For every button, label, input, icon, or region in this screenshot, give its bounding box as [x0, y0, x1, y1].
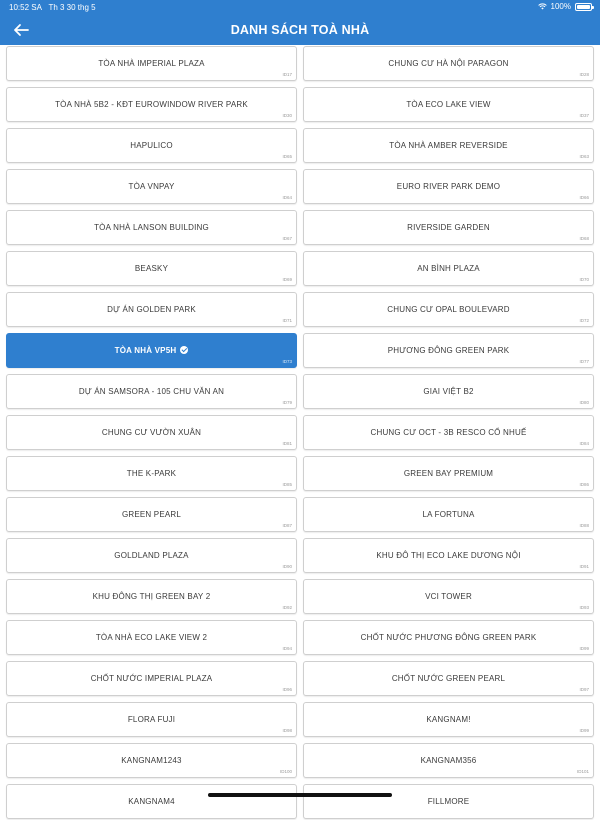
building-name — [308, 539, 589, 574]
building-card[interactable] — [303, 497, 594, 532]
building-id: ID73 — [282, 359, 292, 364]
building-name-text: CHUNG CƯ VƯỜN XUÂN — [101, 428, 202, 437]
building-id: ID72 — [579, 318, 589, 323]
building-name — [308, 334, 589, 369]
building-name-text: BEASKY — [134, 264, 169, 273]
building-card[interactable] — [303, 702, 594, 737]
wifi-icon — [538, 3, 547, 10]
building-name-text: KANGNAM1243 — [121, 756, 182, 765]
building-id: ID86 — [579, 482, 589, 487]
building-card[interactable] — [6, 128, 297, 163]
building-name-text: CHUNG CƯ HÀ NỘI PARAGON — [388, 59, 509, 68]
building-name-text: TÒA VNPAY — [128, 182, 175, 191]
building-card[interactable] — [303, 743, 594, 778]
building-name-text: GREEN BAY PREMIUM — [403, 469, 494, 478]
building-card[interactable] — [6, 661, 297, 696]
building-name-text: VCI TOWER — [425, 592, 472, 601]
building-name — [308, 703, 589, 738]
building-id: ID71 — [282, 318, 292, 323]
building-id: ID97 — [579, 687, 589, 692]
building-name — [11, 88, 292, 123]
building-card[interactable] — [303, 292, 594, 327]
building-name-text: CHUNG CƯ OCT - 3B RESCO CỔ NHUẾ — [370, 428, 527, 437]
building-id: ID101 — [576, 769, 589, 774]
building-card[interactable] — [303, 661, 594, 696]
building-name — [11, 703, 292, 738]
check-circle-icon — [180, 346, 188, 354]
battery-percent: 100% — [550, 2, 571, 11]
building-id: ID80 — [579, 400, 589, 405]
building-card[interactable] — [6, 743, 297, 778]
page-title: DANH SÁCH TOÀ NHÀ — [230, 23, 370, 37]
building-name — [308, 785, 589, 820]
building-name-text: FILLMORE — [427, 797, 470, 806]
building-name — [308, 293, 589, 328]
building-card[interactable] — [6, 169, 297, 204]
building-name — [308, 621, 589, 656]
building-name-text: RIVERSIDE GARDEN — [407, 223, 490, 232]
status-date: Th 3 30 thg 5 — [48, 3, 96, 12]
building-id: ID30 — [282, 113, 292, 118]
building-name-text: GOLDLAND PLAZA — [114, 551, 189, 560]
status-bar — [0, 0, 600, 14]
building-name — [11, 416, 292, 451]
building-card[interactable] — [303, 210, 594, 245]
building-id: ID87 — [282, 523, 292, 528]
building-card[interactable] — [6, 251, 297, 286]
building-name — [308, 498, 589, 533]
building-card[interactable] — [6, 374, 297, 409]
building-name — [11, 744, 292, 779]
building-card[interactable] — [303, 169, 594, 204]
building-name-text: DỰ ÁN GOLDEN PARK — [107, 305, 196, 314]
building-name — [11, 129, 292, 164]
building-name-text: TÒA NHÀ ECO LAKE VIEW 2 — [95, 633, 208, 642]
building-card[interactable] — [6, 456, 297, 491]
building-card[interactable] — [6, 497, 297, 532]
building-name-text: TÒA NHÀ AMBER REVERSIDE — [389, 141, 508, 150]
building-card[interactable] — [6, 579, 297, 614]
building-name-text: KHU ĐÔ THỊ ECO LAKE DƯƠNG NỘI — [376, 551, 521, 560]
building-card[interactable] — [303, 538, 594, 573]
building-id: ID65 — [282, 154, 292, 159]
building-name — [308, 662, 589, 697]
building-card[interactable] — [6, 87, 297, 122]
building-id: ID92 — [282, 605, 292, 610]
building-card[interactable] — [303, 128, 594, 163]
building-id: ID66 — [579, 195, 589, 200]
building-card[interactable] — [303, 87, 594, 122]
building-name-text: CHUNG CƯ OPAL BOULEVARD — [387, 305, 510, 314]
building-id: ID79 — [282, 400, 292, 405]
building-card[interactable] — [303, 620, 594, 655]
building-card[interactable] — [303, 46, 594, 81]
building-name-text: THE K-PARK — [126, 469, 177, 478]
building-card-selected[interactable] — [6, 333, 297, 368]
building-id: ID85 — [282, 482, 292, 487]
building-card[interactable] — [303, 579, 594, 614]
building-card[interactable] — [303, 784, 594, 819]
building-id: ID99 — [579, 728, 589, 733]
building-id: ID68 — [579, 236, 589, 241]
building-name — [308, 416, 589, 451]
building-name-text: GREEN PEARL — [121, 510, 182, 519]
building-name-text: TÒA NHÀ 5B2 - KĐT EUROWINDOW RIVER PARK — [55, 100, 248, 109]
building-id: ID94 — [282, 646, 292, 651]
building-card[interactable] — [6, 210, 297, 245]
building-name-text: LA FORTUNA — [422, 510, 475, 519]
building-card[interactable] — [6, 415, 297, 450]
building-name — [11, 252, 292, 287]
building-name-text: TÒA NHÀ IMPERIAL PLAZA — [98, 59, 205, 68]
building-name — [308, 375, 589, 410]
building-id: ID84 — [579, 441, 589, 446]
home-indicator — [208, 793, 392, 797]
battery-icon — [575, 3, 592, 11]
building-name — [11, 47, 292, 82]
building-id: ID63 — [579, 154, 589, 159]
building-id: ID67 — [282, 236, 292, 241]
building-name-text: CHỐT NƯỚC IMPERIAL PLAZA — [90, 674, 213, 683]
status-time — [9, 3, 96, 12]
building-card[interactable] — [6, 702, 297, 737]
building-id: ID17 — [282, 72, 292, 77]
building-card[interactable] — [6, 46, 297, 81]
building-card[interactable] — [303, 374, 594, 409]
building-id: ID64 — [282, 195, 292, 200]
building-id: ID77 — [579, 359, 589, 364]
building-name-text: EURO RIVER PARK DEMO — [396, 182, 501, 191]
building-name-text: KANGNAM! — [426, 715, 471, 724]
building-name — [11, 580, 292, 615]
building-id: ID90 — [282, 564, 292, 569]
building-name-text: TÒA NHÀ LANSON BUILDING — [94, 223, 209, 232]
building-id: ID98 — [282, 728, 292, 733]
building-name — [11, 375, 292, 410]
building-card[interactable] — [303, 415, 594, 450]
building-name-text: PHƯƠNG ĐÔNG GREEN PARK — [387, 346, 510, 355]
building-name — [11, 539, 292, 574]
building-name — [11, 293, 292, 328]
building-name — [308, 744, 589, 779]
building-card[interactable] — [6, 784, 297, 819]
building-id: ID37 — [579, 113, 589, 118]
app-header — [0, 14, 600, 45]
building-name-text: AN BÌNH PLAZA — [417, 264, 480, 273]
building-name — [11, 334, 292, 369]
building-card[interactable] — [6, 292, 297, 327]
building-name — [308, 211, 589, 246]
building-name-text: CHỐT NƯỚC PHƯƠNG ĐÔNG GREEN PARK — [360, 633, 537, 642]
building-id: ID99 — [579, 646, 589, 651]
building-name-text: FLORA FUJI — [127, 715, 176, 724]
building-name — [308, 129, 589, 164]
building-card[interactable] — [303, 456, 594, 491]
building-name — [11, 170, 292, 205]
building-name — [308, 457, 589, 492]
building-name — [308, 47, 589, 82]
building-card[interactable] — [303, 333, 594, 368]
building-name — [308, 252, 589, 287]
building-name-text: KANGNAM4 — [128, 797, 175, 806]
status-right — [538, 2, 592, 11]
building-name-text: TÒA ECO LAKE VIEW — [406, 100, 491, 109]
building-name-text: TÒA NHÀ VP5H — [114, 346, 177, 355]
status-clock: 10:52 SA — [9, 3, 42, 12]
building-name — [11, 211, 292, 246]
building-id: ID28 — [579, 72, 589, 77]
building-name — [308, 88, 589, 123]
building-name-text: HAPULICO — [130, 141, 173, 150]
building-id: ID69 — [282, 277, 292, 282]
building-name — [11, 621, 292, 656]
building-id: ID88 — [579, 523, 589, 528]
building-grid — [6, 46, 594, 819]
building-name — [308, 170, 589, 205]
building-id: ID81 — [282, 441, 292, 446]
building-card[interactable] — [6, 538, 297, 573]
building-card[interactable] — [303, 251, 594, 286]
building-id: ID91 — [579, 564, 589, 569]
building-id: ID100 — [279, 769, 292, 774]
building-name — [11, 662, 292, 697]
building-name — [11, 498, 292, 533]
building-name-text: DỰ ÁN SAMSORA - 105 CHU VĂN AN — [78, 387, 225, 396]
building-id: ID93 — [579, 605, 589, 610]
building-name-text: KHU ĐÔNG THỊ GREEN BAY 2 — [92, 592, 211, 601]
building-name — [11, 457, 292, 492]
building-name — [11, 785, 292, 820]
building-id: ID70 — [579, 277, 589, 282]
building-name-text: GIAI VIỆT B2 — [423, 387, 474, 396]
building-card[interactable] — [6, 620, 297, 655]
building-name-text: CHỐT NƯỚC GREEN PEARL — [391, 674, 506, 683]
building-name-text: KANGNAM356 — [420, 756, 477, 765]
building-id: ID96 — [282, 687, 292, 692]
building-name — [308, 580, 589, 615]
